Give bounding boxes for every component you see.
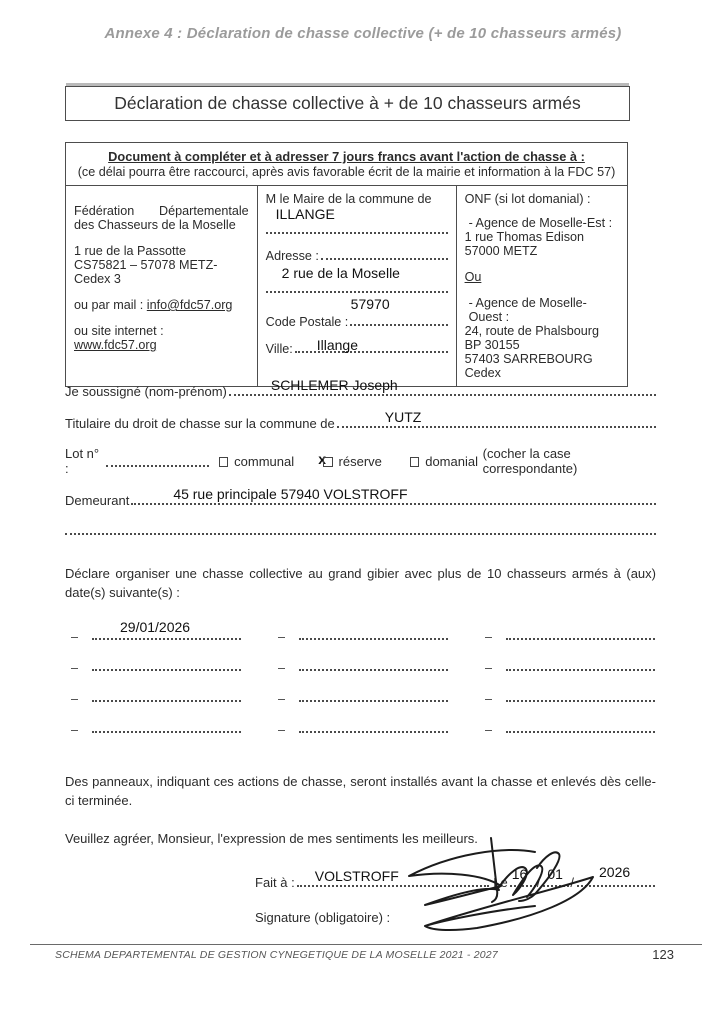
date-cell [479, 629, 655, 643]
dash-mark [71, 668, 78, 669]
panneaux-paragraph: Des panneaux, indiquant ces actions de chasse, seront installés avant la chasse et enlevés dès celle-ci terminée. [65, 773, 656, 808]
ville-leader [295, 339, 448, 353]
demeurant-label: Demeurant [65, 493, 130, 508]
mail-label: ou par mail : [74, 298, 147, 312]
annexe-heading: Annexe 4 : Déclaration de chasse collective (+ de 10 chasseurs armés) [104, 25, 622, 42]
onf-ouest-line2: BP 30155 [464, 338, 520, 352]
soussigne-row [65, 377, 656, 399]
lot-row [65, 446, 656, 476]
titulaire-row [65, 409, 656, 431]
onf-est-line1: 1 rue Thomas Edison [464, 230, 585, 244]
dash-mark [278, 730, 285, 731]
main-title: Déclaration de chasse collective à + de 10 chasseurs armés [114, 93, 581, 113]
date-leader[interactable] [506, 626, 655, 640]
main-title-box [65, 86, 630, 121]
federation-mail-line [74, 298, 249, 312]
code-postal-field-value[interactable]: 57970 [350, 296, 390, 312]
month-field-value[interactable]: 01 [547, 866, 563, 883]
mairie-label: M le Maire de la commune de [265, 192, 432, 206]
fait-a-field-value[interactable]: VOLSTROFF [314, 868, 399, 885]
handwritten-signature [385, 830, 635, 938]
communal-label: communal [234, 453, 295, 469]
federation-name: Fédération Départementale des Chasseurs de la Moselle [74, 204, 249, 232]
date-leader[interactable] [299, 626, 448, 640]
date-leader[interactable] [299, 688, 448, 702]
instruction-header-cell [66, 143, 628, 186]
form-body [65, 377, 656, 926]
date-cell [65, 691, 241, 705]
demeurant-leader [131, 486, 656, 505]
site-label: ou site internet : [74, 324, 164, 338]
ville-field-value[interactable]: Illange [316, 337, 359, 353]
soussigne-field-value[interactable]: SCHLEMER Joseph [270, 377, 398, 393]
onf-ou: Ou [464, 270, 482, 284]
site-link[interactable]: www.fdc57.org [74, 338, 157, 352]
dates-grid [65, 618, 656, 736]
date-cell [479, 660, 655, 674]
dash-mark [485, 730, 492, 731]
date-leader [92, 618, 241, 640]
dash-mark [278, 668, 285, 669]
titulaire-leader [337, 409, 656, 428]
date-cell [272, 660, 448, 674]
federation-address-2: CS75821 – 57078 METZ-Cedex 3 [74, 258, 218, 286]
onf-title: ONF (si lot domanial) : [464, 192, 591, 206]
instruction-bold: Document à compléter et à adresser 7 jours francs avant l'action de chasse à : [108, 149, 585, 164]
page-number: 123 [652, 947, 674, 962]
footer-divider [30, 944, 702, 945]
signature-label: Signature (obligatoire) : [255, 910, 391, 926]
soussigne-label: Je soussigné (nom-prénom) [65, 384, 227, 399]
dash-mark [485, 668, 492, 669]
date-leader[interactable] [506, 657, 655, 671]
adresse-label: Adresse : [265, 249, 319, 263]
date-slash: / [536, 875, 541, 891]
date-leader[interactable] [506, 719, 655, 733]
adresse-field-value[interactable]: 2 rue de la Moselle [281, 265, 400, 281]
date-cell [272, 691, 448, 705]
commune-dotted-line [266, 222, 448, 234]
fait-a-label: Fait à : [255, 875, 295, 891]
titulaire-field-value[interactable]: YUTZ [384, 409, 422, 425]
commune-field-value[interactable]: ILLANGE [275, 206, 335, 222]
lot-label: Lot n° : [65, 446, 100, 476]
reserve-check-mark: x [318, 451, 327, 467]
onf-est-line2: 57000 METZ [464, 244, 538, 258]
mairie-cell [257, 186, 456, 387]
date-leader[interactable] [506, 688, 655, 702]
reserve-checkbox[interactable] [323, 457, 332, 467]
demeurant-row [65, 486, 656, 508]
signature-icon [385, 830, 635, 935]
federation-address-1: 1 rue de la Passotte [74, 244, 187, 258]
dash-mark [485, 637, 492, 638]
dash-mark [278, 637, 285, 638]
onf-ouest-line1: 24, route de Phalsbourg [464, 324, 599, 338]
dash-mark [485, 699, 492, 700]
ville-row [266, 339, 448, 356]
checkbox-note: (cocher la case correspondante) [482, 446, 578, 476]
date-leader[interactable] [92, 719, 241, 733]
date-leader[interactable] [92, 688, 241, 702]
code-postal-row [266, 312, 448, 329]
soussigne-leader [229, 377, 656, 396]
date-cell [479, 691, 655, 705]
declare-paragraph: Déclare organiser une chasse collective au grand gibier avec plus de 10 chasseurs armés à (aux) date(s) suivante(s) : [65, 566, 656, 600]
domanial-checkbox[interactable] [410, 457, 419, 467]
contact-info-table [65, 142, 628, 387]
date-cell [65, 722, 241, 736]
day-field-value[interactable]: 16 [511, 866, 528, 883]
onf-ouest-line3: 57403 SARREBOURG Cedex [464, 352, 593, 380]
titulaire-label: Titulaire du droit de chasse sur la commune de [65, 416, 335, 431]
year-field-value[interactable]: 2026 [599, 864, 631, 881]
code-postal-leader [350, 312, 447, 326]
federation-site-line [74, 324, 249, 352]
federation-cell [66, 186, 258, 387]
communal-checkbox[interactable] [219, 457, 228, 467]
date-1-field-value[interactable]: 29/01/2026 [120, 618, 191, 635]
date-cell [272, 722, 448, 736]
ville-label: Ville: [265, 342, 293, 356]
date-slash: / [570, 875, 574, 891]
date-cell [65, 660, 241, 674]
date-leader[interactable] [299, 719, 448, 733]
dash-mark [278, 699, 285, 700]
adresse-dotted-line [266, 281, 448, 293]
footer-text: SCHEMA DEPARTEMENTAL DE GESTION CYNEGETIQUE DE LA MOSELLE 2021 - 2027 [55, 949, 498, 961]
domanial-label: domanial [425, 453, 478, 469]
dash-mark [71, 730, 78, 731]
instruction-sub: (ce délai pourra être raccourci, après avis favorable écrit de la mairie et information à la FDC 57) [77, 165, 616, 179]
veuillez-line: Veuillez agréer, Monsieur, l'expression de mes sentiments les meilleurs. [65, 831, 478, 847]
onf-cell [456, 186, 627, 387]
demeurant-field-value[interactable]: 45 rue principale 57940 VOLSTROFF [173, 486, 408, 502]
reserve-label: réserve [338, 453, 382, 469]
date-leader[interactable] [299, 657, 448, 671]
date-leader[interactable] [92, 657, 241, 671]
dash-mark [71, 637, 78, 638]
onf-ouest-label: - Agence de Moselle-Ouest : [468, 296, 587, 324]
onf-est-label: - Agence de Moselle-Est : [468, 216, 613, 230]
date-cell [479, 722, 655, 736]
date-cell [272, 629, 448, 643]
adresse-leader [321, 246, 448, 260]
demeurant-continuation-line [65, 523, 656, 535]
adresse-row [266, 246, 448, 263]
le-label: Le [493, 875, 508, 891]
code-postal-label: Code Postale : [265, 315, 349, 329]
dash-mark [71, 699, 78, 700]
mail-link[interactable]: info@fdc57.org [146, 298, 233, 312]
date-cell [65, 618, 241, 643]
lot-leader [106, 453, 208, 467]
